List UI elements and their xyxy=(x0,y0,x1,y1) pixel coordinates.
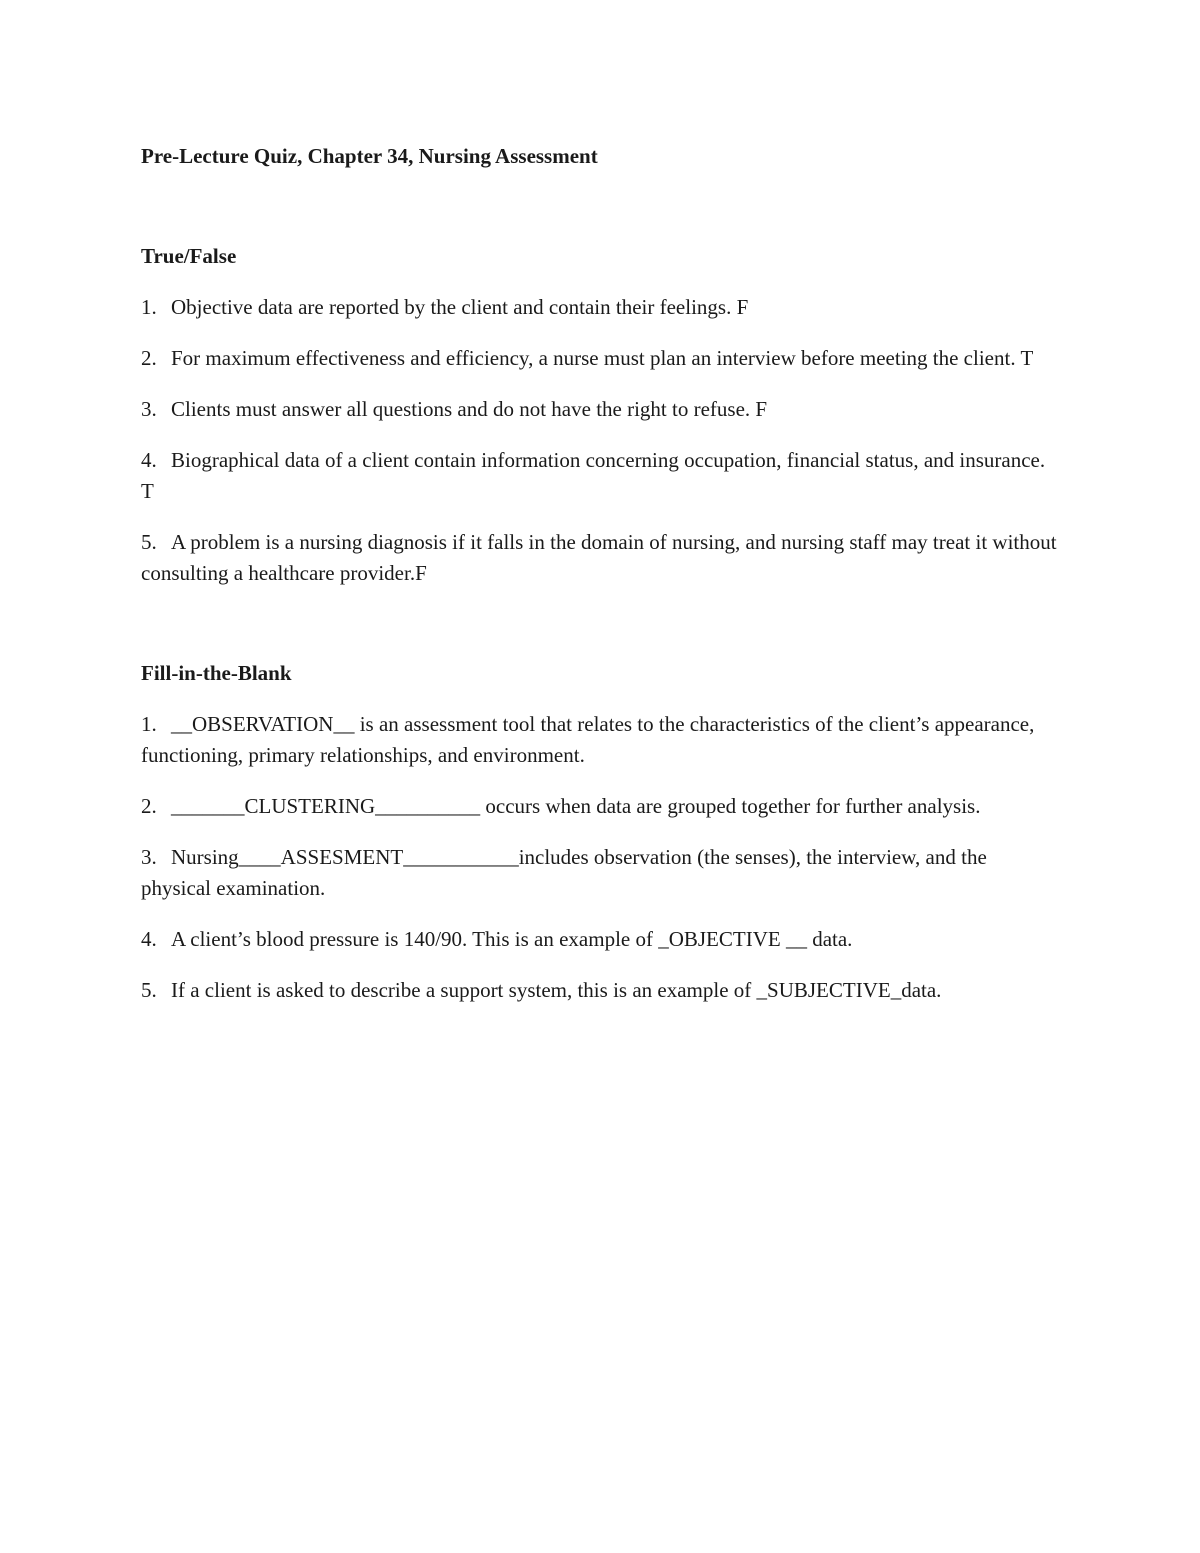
document-title: Pre-Lecture Quiz, Chapter 34, Nursing Assessment xyxy=(141,144,598,168)
question-text: _______CLUSTERING__________ occurs when data are grouped together for further analysis. xyxy=(171,794,981,818)
fill-in-blank-heading: Fill-in-the-Blank xyxy=(141,661,292,685)
question-number: 5. xyxy=(141,530,157,554)
question-text: A client’s blood pressure is 140/90. This is an example of _OBJECTIVE __ data. xyxy=(171,927,853,951)
fill-in-blank-question-2 xyxy=(141,791,1059,822)
document-body xyxy=(141,141,1059,1006)
question-number: 1. xyxy=(141,295,157,319)
question-text: For maximum effectiveness and efficiency, a nurse must plan an interview before meeting the client. T xyxy=(171,346,1034,370)
true-false-question-1 xyxy=(141,292,1059,323)
question-text: Clients must answer all questions and do not have the right to refuse. F xyxy=(171,397,768,421)
question-text: Objective data are reported by the client and contain their feelings. F xyxy=(171,295,749,319)
true-false-heading: True/False xyxy=(141,244,237,268)
question-number: 5. xyxy=(141,978,157,1002)
fill-in-blank-question-5 xyxy=(141,975,1059,1006)
true-false-question-3 xyxy=(141,394,1059,425)
question-text: A problem is a nursing diagnosis if it falls in the domain of nursing, and nursing staff may treat it without consulting a healthcare provider.F xyxy=(141,530,1057,585)
question-number: 3. xyxy=(141,397,157,421)
fill-in-blank-question-4 xyxy=(141,924,1059,955)
question-text: Biographical data of a client contain information concerning occupation, financial status, and insurance. T xyxy=(141,448,1046,503)
question-number: 2. xyxy=(141,346,157,370)
true-false-question-5 xyxy=(141,527,1059,589)
question-text: Nursing____ASSESMENT___________includes observation (the senses), the interview, and the physical examination. xyxy=(141,845,987,900)
fill-in-blank-question-3 xyxy=(141,842,1059,904)
question-text: If a client is asked to describe a support system, this is an example of _SUBJECTIVE_data. xyxy=(171,978,942,1002)
question-number: 4. xyxy=(141,448,157,472)
question-number: 2. xyxy=(141,794,157,818)
question-number: 4. xyxy=(141,927,157,951)
question-number: 3. xyxy=(141,845,157,869)
fill-in-blank-question-1 xyxy=(141,709,1059,771)
true-false-question-4 xyxy=(141,445,1059,507)
question-text: __OBSERVATION__ is an assessment tool that relates to the characteristics of the client’s appearance, functioning, primary relationships, and environment. xyxy=(141,712,1035,767)
question-number: 1. xyxy=(141,712,157,736)
true-false-question-2 xyxy=(141,343,1059,374)
